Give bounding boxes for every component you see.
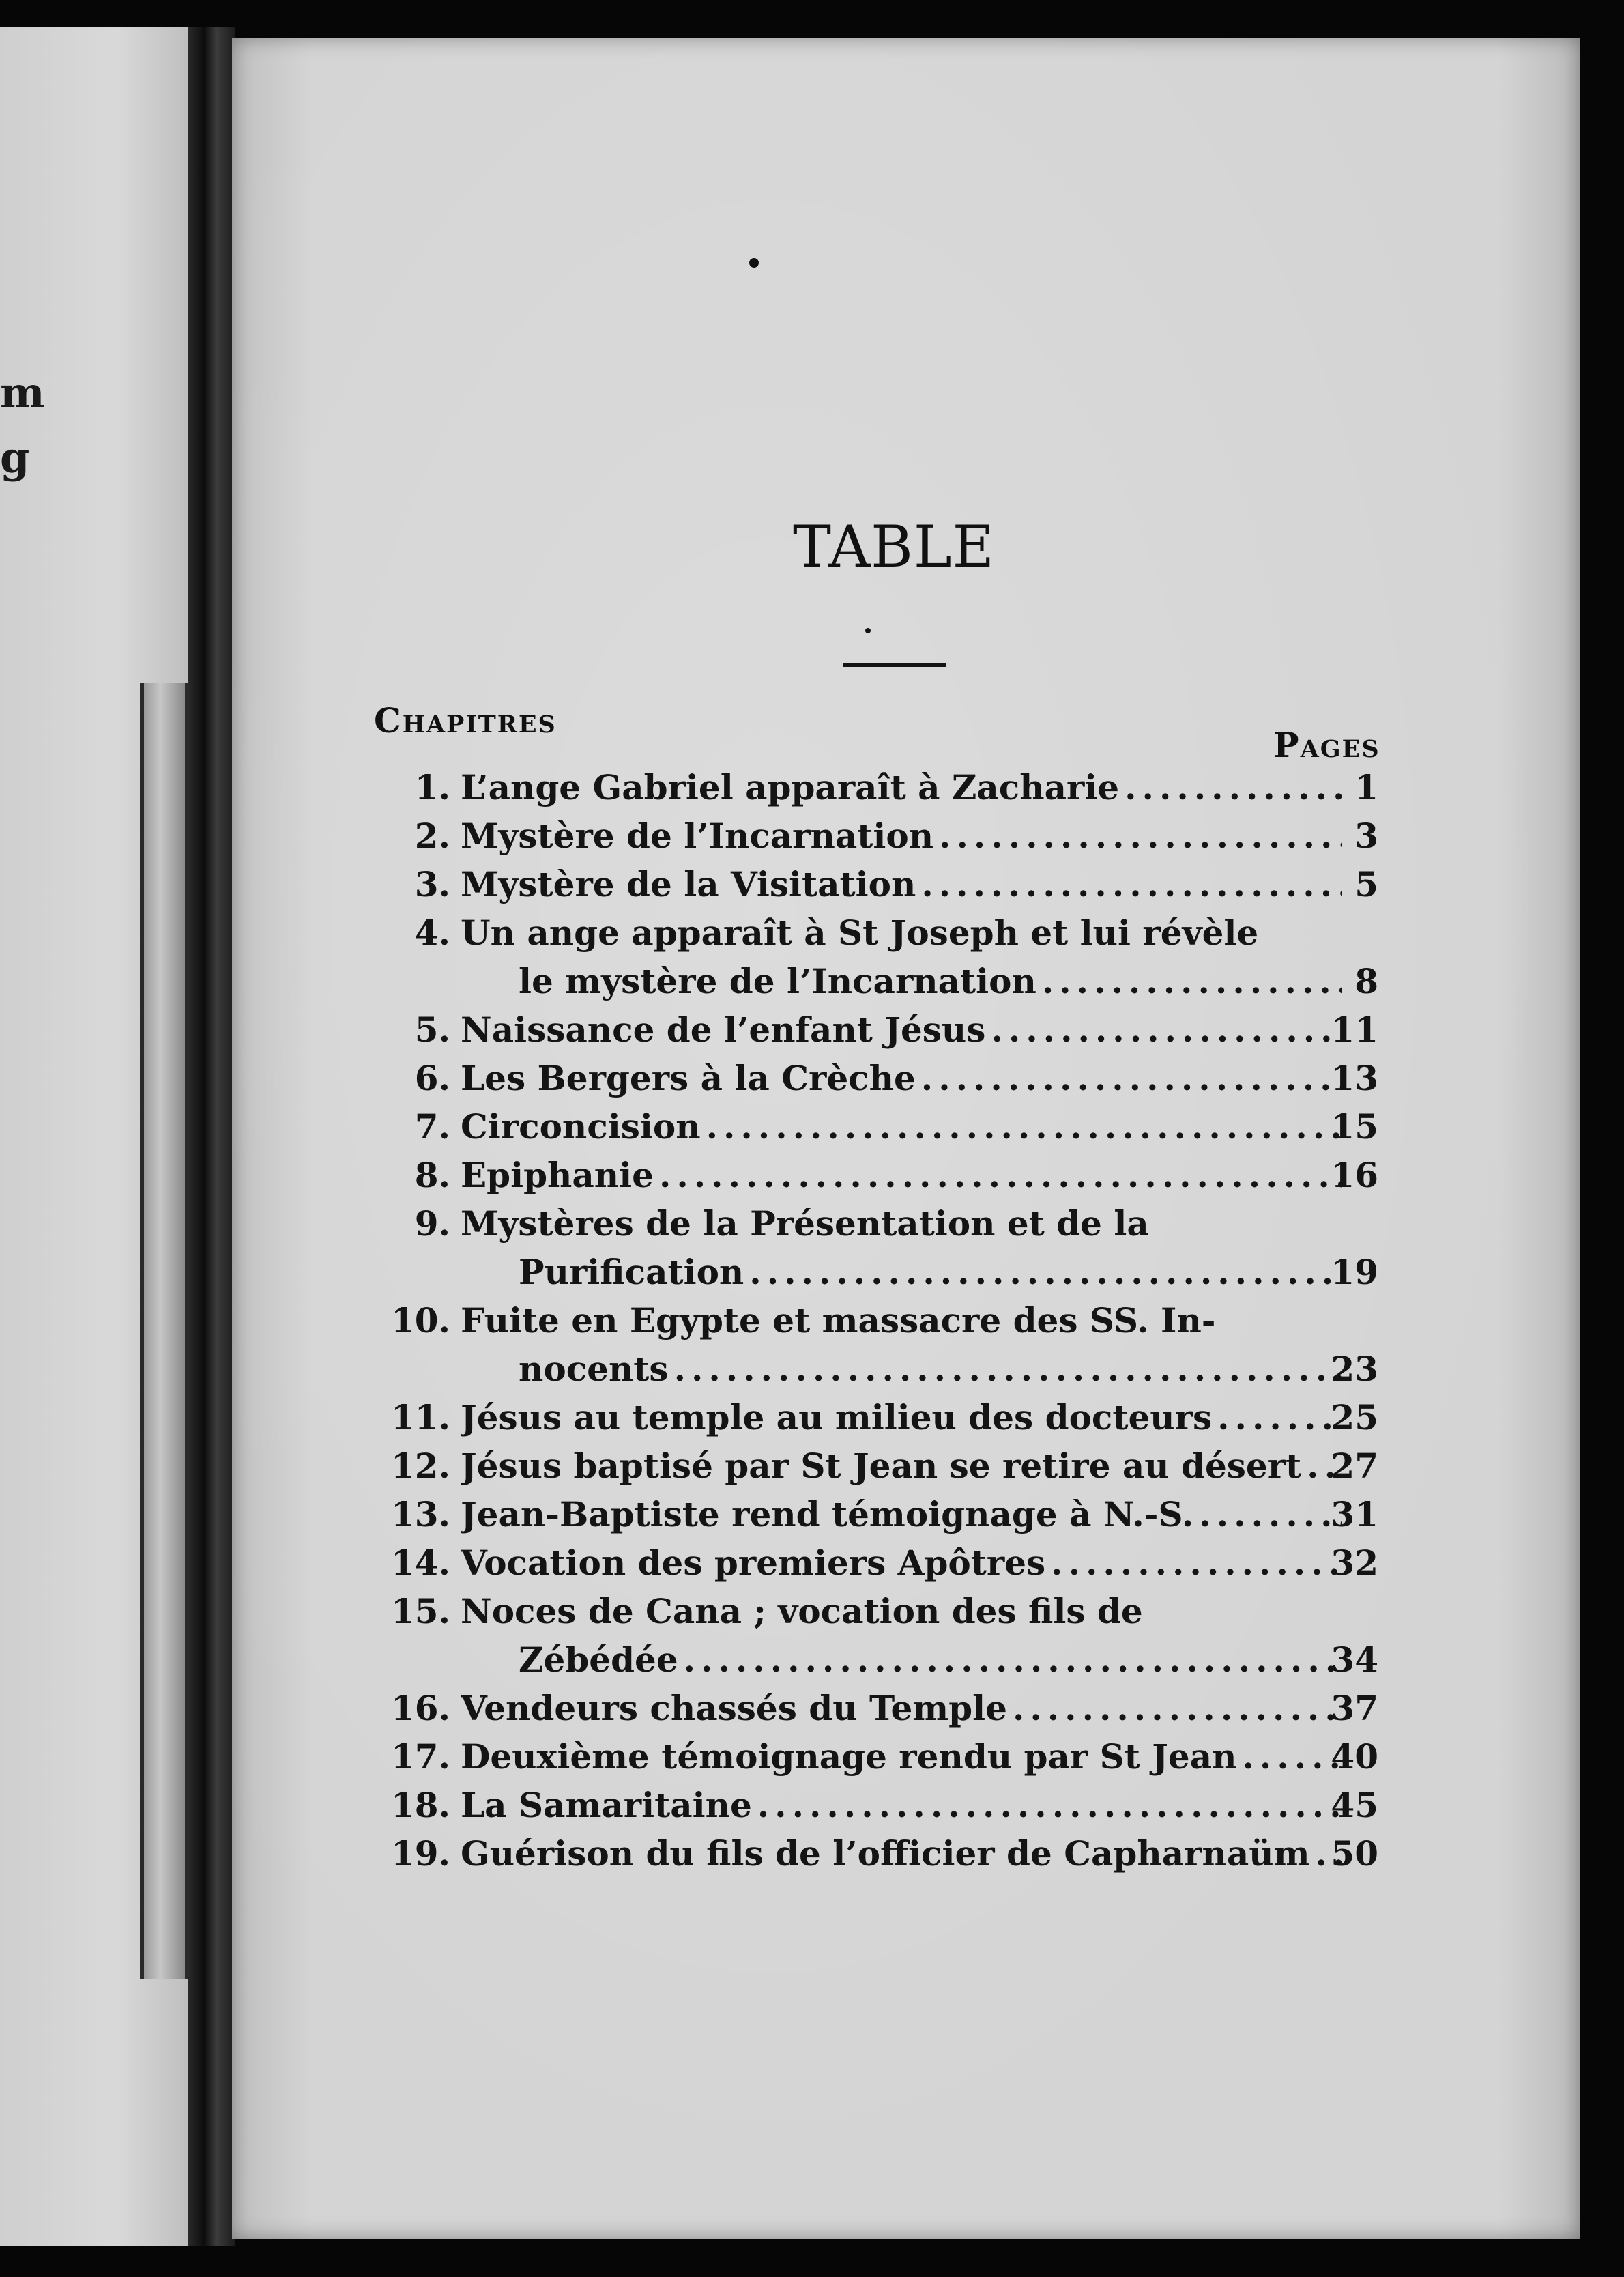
chapter-title-text: Mystère de l’Incarnation: [461, 816, 934, 856]
chapter-title-line: [461, 1102, 1348, 1151]
left-page-fragment: m: [0, 368, 45, 418]
chapter-title-text: Circoncision: [461, 1106, 701, 1147]
dot-leader: [1013, 1684, 1342, 1732]
chapter-number: 12.: [391, 1446, 450, 1486]
dot-leader: [921, 1054, 1342, 1102]
page-number: 50: [1331, 1833, 1378, 1874]
page-number: 40: [1331, 1736, 1378, 1777]
toc-entry: [362, 1151, 1426, 1199]
chapter-number: 8.: [414, 1155, 450, 1195]
chapter-title-text: Jésus baptisé par St Jean se retire au désert: [461, 1446, 1302, 1486]
chapter-title-text: Jésus au temple au milieu des docteurs: [461, 1397, 1213, 1437]
toc-entry: [362, 1393, 1426, 1442]
chapter-title-line: [461, 1538, 1348, 1587]
page-number: 45: [1331, 1785, 1378, 1825]
chapter-title-line: [461, 1005, 1348, 1054]
dot-leader: [659, 1151, 1342, 1199]
chapter-title-line: [461, 1054, 1348, 1102]
page-number: 8: [1354, 961, 1378, 1001]
chapter-title-text: Vendeurs chassés du Temple: [461, 1688, 1007, 1728]
chapter-title-line: [461, 812, 1348, 860]
toc-list: [362, 763, 1426, 1878]
chapter-number: 9.: [414, 1203, 450, 1244]
chapter-title-text: Mystère de la Visitation: [461, 864, 916, 904]
page-number: 27: [1331, 1446, 1378, 1486]
chapter-number: 17.: [391, 1736, 450, 1777]
chapter-number: 2.: [414, 816, 450, 856]
toc-entry: [362, 1054, 1426, 1102]
chapter-number: 5.: [414, 1009, 450, 1050]
chapter-title-text: Epiphanie: [461, 1155, 654, 1195]
page-number: 13: [1331, 1058, 1378, 1098]
chapter-title-text: Les Bergers à la Crèche: [461, 1058, 916, 1098]
page-number: 1: [1354, 767, 1378, 807]
dot-leader: [706, 1102, 1342, 1151]
chapter-number: 6.: [414, 1058, 450, 1098]
chapter-title-continuation: [519, 957, 1348, 1005]
chapter-title-text: Deuxième témoignage rendu par St Jean: [461, 1736, 1237, 1777]
toc-entry: [362, 1587, 1426, 1684]
chapter-title-text: Vocation des premiers Apôtres: [461, 1543, 1046, 1583]
toc-entry: [362, 1781, 1426, 1829]
chapter-number: 16.: [391, 1688, 450, 1728]
chapter-number: 14.: [391, 1543, 450, 1583]
toc-entry: [362, 1199, 1426, 1296]
chapter-title-line: [461, 1829, 1348, 1878]
page-number: 37: [1331, 1688, 1378, 1728]
chapter-number: 11.: [391, 1397, 450, 1437]
page-number: 3: [1354, 816, 1378, 856]
dot-leader: [757, 1781, 1342, 1829]
toc-entry: [362, 1005, 1426, 1054]
chapter-title-line: [461, 1781, 1348, 1829]
chapter-title-text: Un ange apparaît à St Joseph et lui révèle: [461, 913, 1259, 953]
page-title: TABLE: [793, 513, 995, 580]
toc-entry: [362, 860, 1426, 908]
chapter-title-text: Zébédée: [519, 1639, 678, 1680]
toc-entry: [362, 1296, 1426, 1393]
chapter-title-text: Purification: [519, 1252, 744, 1292]
chapter-title-line: [461, 1442, 1348, 1490]
page-number: 15: [1331, 1106, 1378, 1147]
dot-leader: [1125, 763, 1342, 812]
dot-leader: [1042, 957, 1342, 1005]
ink-speck: [749, 258, 759, 268]
chapter-title-text: Fuite en Egypte et massacre des SS. In-: [461, 1300, 1216, 1341]
dot-leader: [674, 1345, 1342, 1393]
page-number: 34: [1331, 1639, 1378, 1680]
chapter-title-text: Noces de Cana ; vocation des fils de: [461, 1591, 1143, 1631]
binding-tape: [140, 683, 188, 1979]
chapter-title-line: [461, 1199, 1348, 1248]
title-divider: [843, 663, 946, 667]
chapter-title-line: [461, 763, 1348, 812]
page-number: 5: [1354, 864, 1378, 904]
page-number: 32: [1331, 1543, 1378, 1583]
chapter-title-line: [461, 1393, 1348, 1442]
page-number: 31: [1331, 1494, 1378, 1534]
dot-leader: [1051, 1538, 1342, 1587]
dot-leader: [749, 1248, 1342, 1296]
chapter-title-line: [461, 1684, 1348, 1732]
chapter-title-text: Guérison du fils de l’officier de Capharnaüm: [461, 1833, 1310, 1874]
chapter-number: 18.: [391, 1785, 450, 1825]
page-number: 16: [1331, 1155, 1378, 1195]
chapter-number: 10.: [391, 1300, 450, 1341]
chapter-title-text: Naissance de l’enfant Jésus: [461, 1009, 986, 1050]
page-number: 25: [1331, 1397, 1378, 1437]
toc-entry: [362, 763, 1426, 812]
chapter-title-line: [461, 908, 1348, 957]
chapter-number: 7.: [414, 1106, 450, 1147]
toc-entry: [362, 1442, 1426, 1490]
chapter-title-line: [461, 1296, 1348, 1345]
chapter-number: 19.: [391, 1833, 450, 1874]
chapter-title-line: [461, 1587, 1348, 1635]
toc-entry: [362, 1732, 1426, 1781]
left-page-fragment: g: [0, 433, 30, 483]
page-number: 19: [1331, 1252, 1378, 1292]
chapter-number: 1.: [414, 767, 450, 807]
chapter-title-text: L’ange Gabriel apparaît à Zacharie: [461, 767, 1120, 807]
toc-entry: [362, 1102, 1426, 1151]
chapter-number: 15.: [391, 1591, 450, 1631]
previous-page-strip: [0, 27, 194, 2246]
chapter-title-text: Mystères de la Présentation et de la: [461, 1203, 1149, 1244]
dot-leader: [684, 1635, 1342, 1684]
dot-leader: [991, 1005, 1342, 1054]
chapter-title-text: nocents: [519, 1349, 669, 1389]
toc-entry: [362, 1490, 1426, 1538]
chapter-title-text: Jean-Baptiste rend témoignage à N.-S.: [461, 1494, 1194, 1534]
chapter-title-text: le mystère de l’Incarnation: [519, 961, 1036, 1001]
chapters-column-header: Chapitres: [374, 700, 557, 741]
chapter-title-line: [461, 1732, 1348, 1781]
chapter-title-line: [461, 1490, 1348, 1538]
chapter-title-continuation: [519, 1635, 1348, 1684]
chapter-title-text: La Samaritaine: [461, 1785, 752, 1825]
dot-leader: [921, 860, 1342, 908]
chapter-title-line: [461, 860, 1348, 908]
page-number: 11: [1331, 1009, 1378, 1050]
dot-leader: [939, 812, 1342, 860]
toc-entry: [362, 812, 1426, 860]
toc-entry: [362, 1829, 1426, 1878]
chapter-title-line: [461, 1151, 1348, 1199]
toc-entry: [362, 1538, 1426, 1587]
chapter-title-continuation: [519, 1248, 1348, 1296]
chapter-number: 3.: [414, 864, 450, 904]
toc-entry: [362, 908, 1426, 1005]
page-number: 23: [1331, 1349, 1378, 1389]
chapter-number: 4.: [414, 913, 450, 953]
pages-column-header: Pages: [1273, 725, 1380, 765]
chapter-number: 13.: [391, 1494, 450, 1534]
book-gutter: [188, 27, 235, 2246]
ink-speck: [865, 628, 871, 633]
chapter-title-continuation: [519, 1345, 1348, 1393]
toc-entry: [362, 1684, 1426, 1732]
